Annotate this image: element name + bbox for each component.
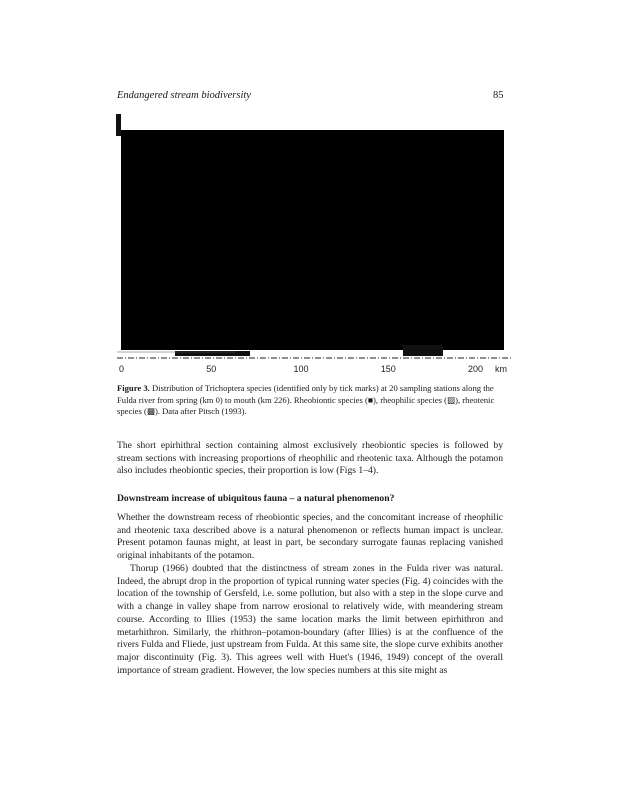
caption-label: Figure 3. (117, 383, 150, 393)
paragraph-1: The short epirhithral section containing almost exclusively rheobiontic species is followed by stream sections with increasing proportions of rheophilic and rheotenic taxa. Although the potamon also includes rheobiontic species, their proportion is low (Figs 1–4). (117, 440, 503, 477)
running-title: Endangered stream biodiversity (117, 90, 251, 101)
caption-text: Distribution of Trichoptera species (identified only by tick marks) at 20 sampling stations along the Fulda river from spring (km 0) to mouth (km 226). Rheobiontic species (■), rheophilic species (▨), rheotenic species (▩). Data after Pitsch (1993). (117, 383, 495, 416)
bar-segment (403, 345, 443, 356)
figure-3-chart (115, 112, 515, 382)
paragraph-3: Thorup (1966) doubted that the distinctness of stream zones in the Fulda river was natural. Indeed, the abrupt drop in the proportion of typical running water species (Fig. 4) coincides with the location of the township of Gersfeld, i.e. some pollution, but also with a step in the slope curve and with a change in valley shape from narrow erosional to relatively wide, with meandering stream course. According to Illies (1953) the same location marks the limit between epirhithron and metarhithron. Similarly, the rhithron–potamon-boundary (after Illies) is at the confluence of the rivers Fulda and Fliede, just upstream from Fulda. At this same site, the slope curve exhibits another major discontinuity (Fig. 3). This agrees well with Huet's (1946, 1949) concept of the overall importance of stream gradient. However, the low species numbers at this site might as (117, 563, 503, 676)
x-tick-label: 150 (380, 364, 396, 374)
section-heading: Downstream increase of ubiquitous fauna – a natural phenomenon? (117, 493, 395, 504)
x-tick-label: 0 (119, 364, 125, 374)
paragraph-2: Whether the downstream recess of rheobiontic species, and the concomitant increase of rheophilic and rheotenic taxa described above is a natural phenomenon or reflects human impact is unclear. Present potamon faunas might, at least in part, be secondary surrogate faunas replacing vanished original inhabitants of the potamon. (117, 512, 503, 562)
x-axis-unit: km (495, 364, 507, 374)
figure-caption (117, 383, 503, 418)
x-tick-label: 100 (293, 364, 309, 374)
x-tick-label: 200 (468, 364, 484, 374)
x-tick-label: 50 (206, 364, 217, 374)
chart-panel (121, 130, 504, 350)
page-number: 85 (493, 90, 504, 101)
y-axis-mark (116, 114, 121, 136)
